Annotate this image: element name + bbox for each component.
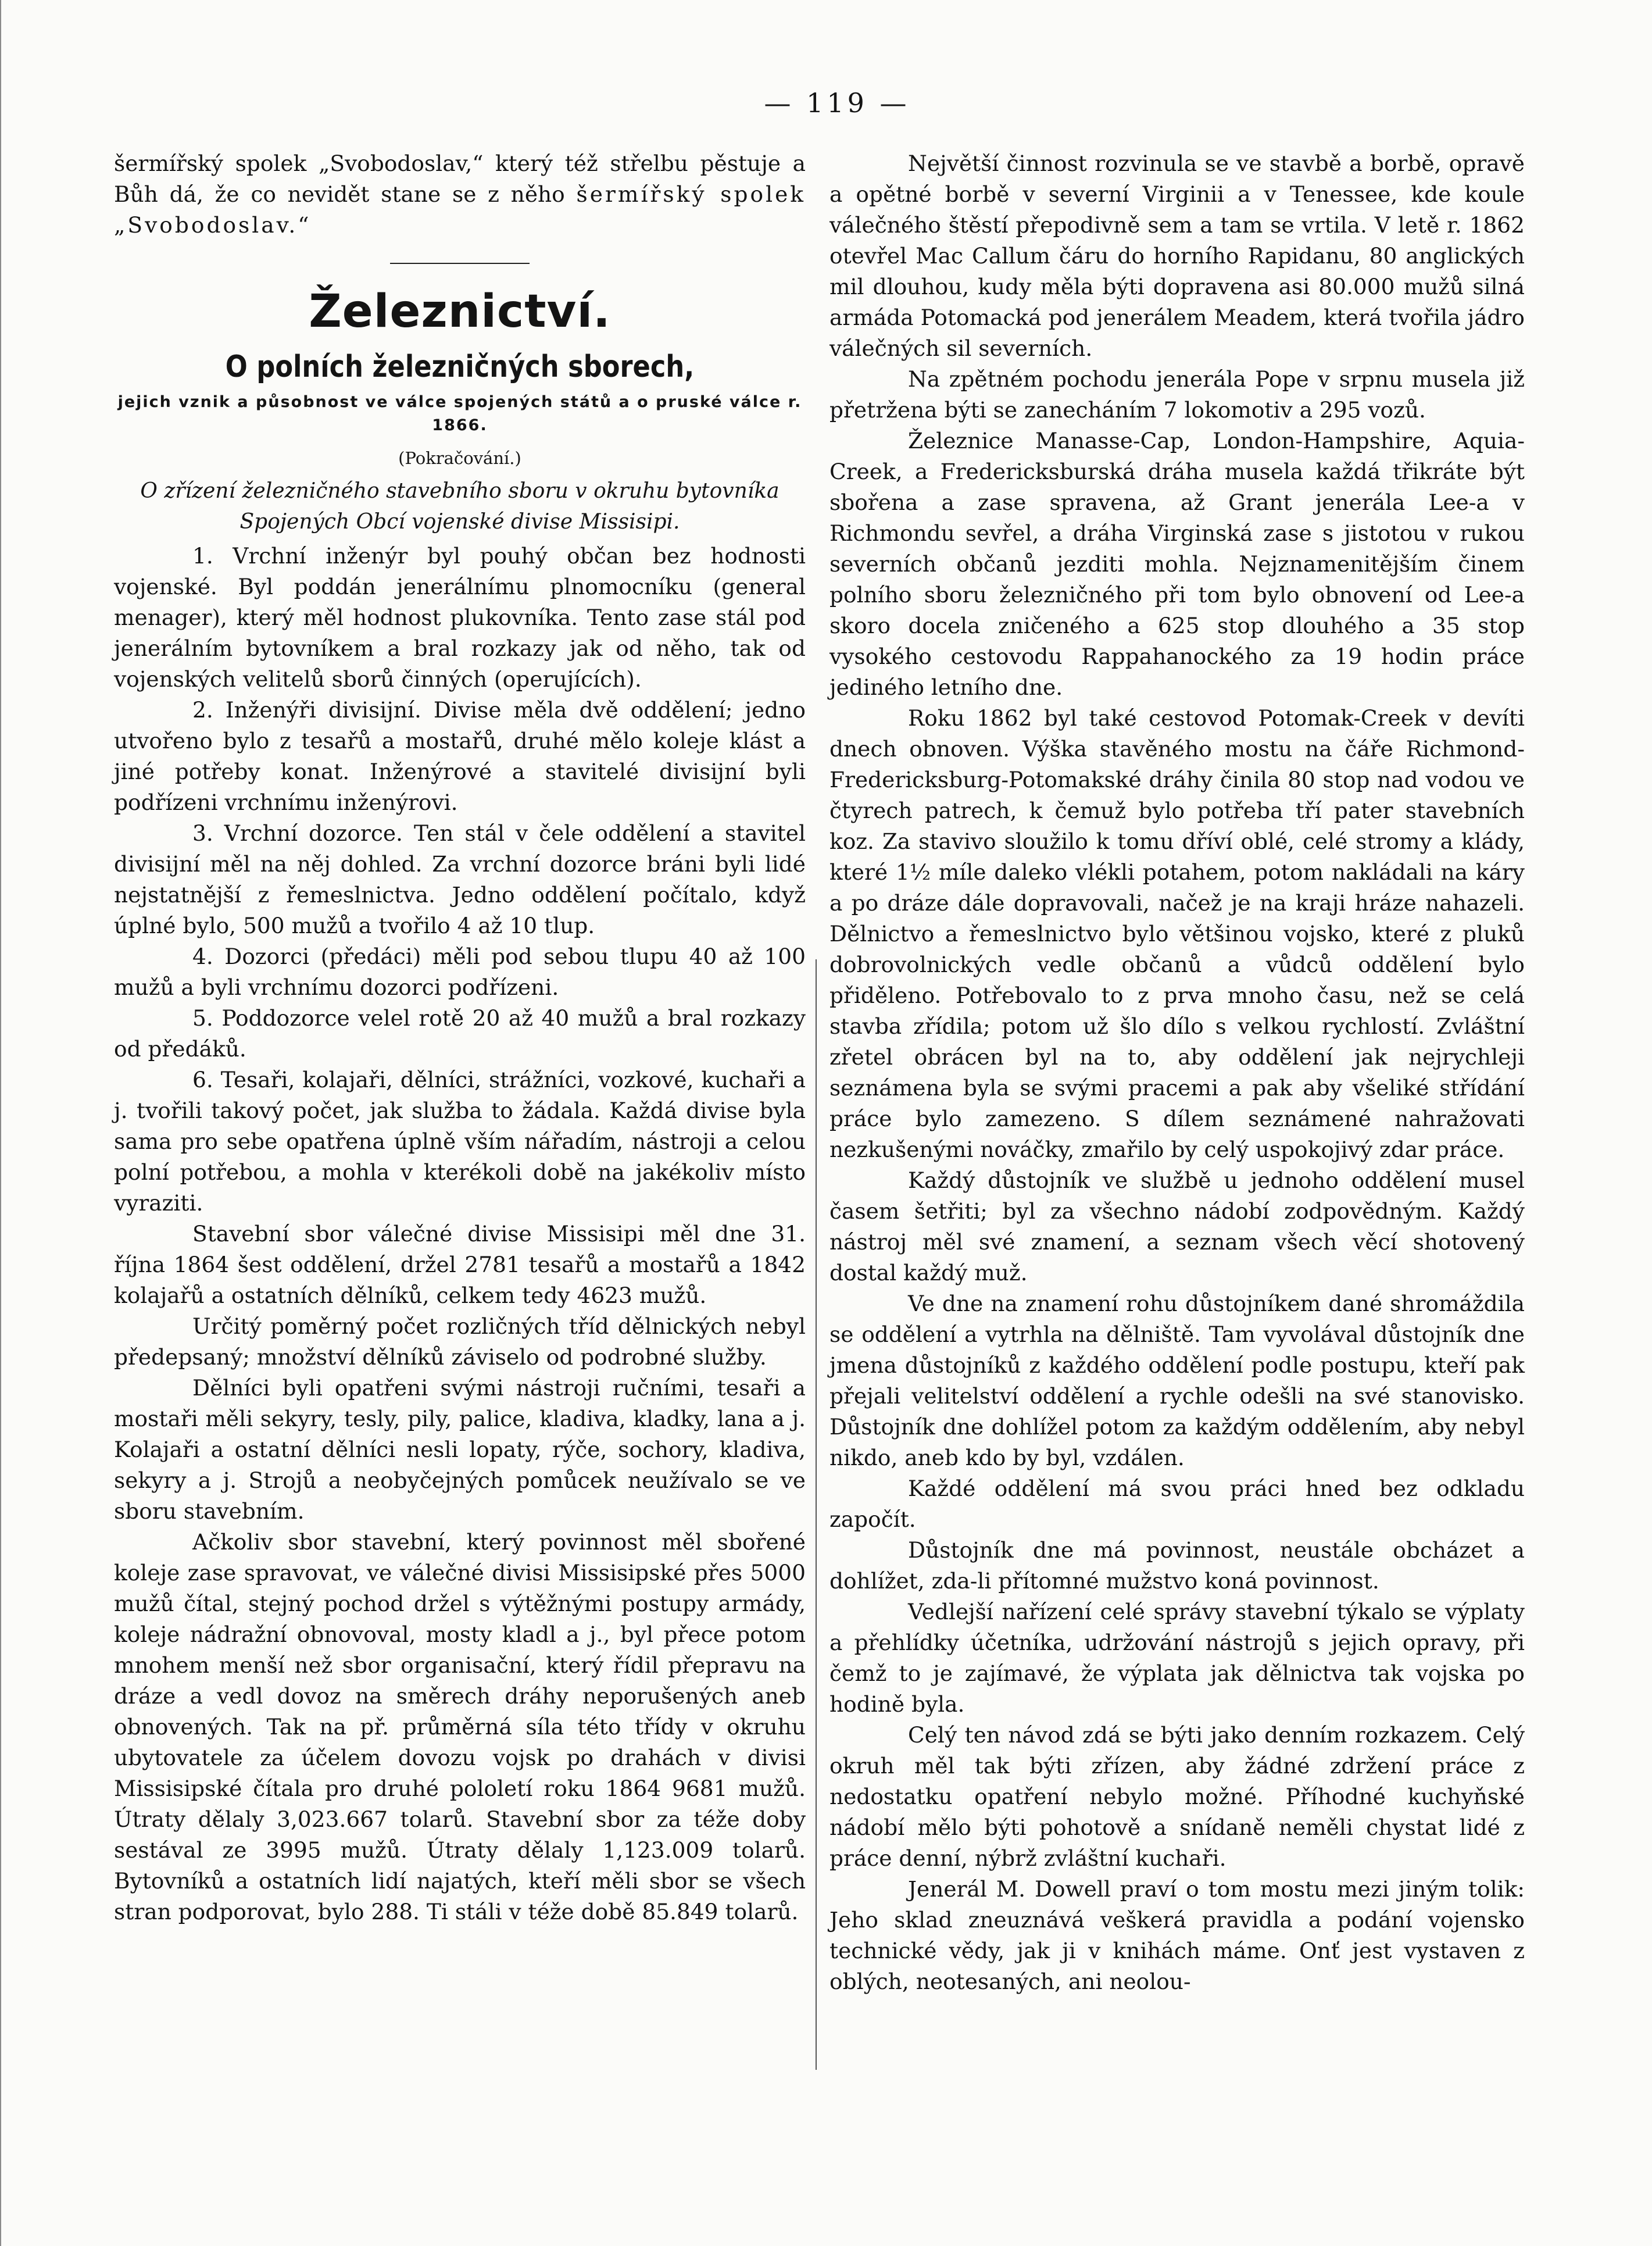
section-divider bbox=[390, 263, 530, 264]
paragraph: 5. Poddozorce velel rotě 20 až 40 mužů a bral rozkazy od předáků. bbox=[114, 1005, 806, 1062]
paragraph: Dělníci byli opatřeni svými nástroji ručními, tesaři a mostaři měli sekyry, tesly, pily, palice, kladiva, kladky, lana a j. Kolajaři a ostatní dělníci nesli lopaty, rýče, sochory, kladiva, sekyry a j. Strojů a neobyčejných pomůcek neužívalo se ve sboru stavebním. bbox=[114, 1375, 806, 1524]
paragraph: Jenerál M. Dowell praví o tom mostu mezi jiným tolik: Jeho sklad zneuznává veškerá pravidla a podání vojensko technické vědy, jak ji v knihách máme. Onť jest vystaven z oblých, neotesaných, ani neolou- bbox=[829, 1876, 1525, 1994]
paragraph: Každý důstojník ve službě u jednoho oddělení musel časem šetřiti; byl za všechno nádobí zodpovědným. Každý nástroj měl své znamení, a seznam všech věcí shotovený dostal každý muž. bbox=[829, 1167, 1525, 1286]
continuation-note: (Pokračování.) bbox=[398, 448, 521, 468]
intro-spaced-text: šermířský spolek „Svobodoslav.“ bbox=[114, 181, 806, 238]
paragraph: Určitý poměrný počet rozličných tříd dělnických nebyl předepsaný; množství dělníků záviselo od podrobné služby. bbox=[114, 1313, 806, 1370]
section-title: Železnictví. bbox=[309, 285, 611, 338]
paragraph: Roku 1862 byl také cestovod Potomak-Creek v devíti dnech obnoven. Výška stavěného mostu na čáře Richmond-Fredericksburg-Potomakské dráhy činila 80 stop nad vodou ve čtyrech patrech, k čemuž bylo potřeba tří pater stavebních koz. Za stavivo sloužilo k tomu dříví oblé, celé stromy a klády, které 1½ míle daleko vlékli potahem, potom nakládali na káry a po dráze dále dopravovali, načež je na kraji hráze nahazeli. Dělnictvo a řemeslnictvo bylo většinou vojsko, které z pluků dobrovolnických vedle občanů a vůdců oddělení bylo přiděleno. Potřebovalo to z prva mnoho času, než se celá stavba zřídila; potom už šlo dílo s velkou rychlostí. Zvláštní zřetel obrácen byl na to, aby oddělení jak nejrychleji seznámena byla se svými pracemi a pak aby všeliké střídání práce bylo zamezeno. S dílem seznámené nahražovati nezkušenými nováčky, zmařilo by celý uspokojivý zdar práce. bbox=[829, 705, 1525, 1162]
article-title: O polních železničných sborech, bbox=[225, 349, 695, 384]
page-edge bbox=[0, 0, 1, 2246]
paragraph: Železnice Manasse-Cap, London-Hampshire, Aquia-Creek, a Fredericksburská dráha musela každá třikráte být sbořena a zase spravena, až Grant jenerála Lee-a v Richmondu sevřel, a dráha Virginská zase s jistotou v rukou severních občanů jezditi mohla. Nejznamenitějším činem polního sboru železničného při tom bylo obnovení od Lee-a skoro docela zničeného a 625 stop dlouhého a 35 stop vysokého cestovodu Rappahanockého za 19 hodin práce jediného letního dne. bbox=[829, 428, 1525, 700]
paragraph: Ačkoliv sbor stavební, který povinnost měl sbořené koleje zase spravovat, ve válečné divisi Missisipské přes 5000 mužů čítal, stejný pochod držel s výtěžnými postupy armády, koleje nádražní obnovoval, mosty kladl a j., byl přece potom mnohem menší než sbor organisační, který řídil přepravu na dráze a vedl dovoz na směrech dráhy neporušených aneb obnovených. Tak na př. průměrná síla této třídy v okruhu ubytovatele za účelem dovozu vojsk po drahách v divisi Missisipské čítala pro druhé pololetí roku 1864 9681 mužů. Útraty dělaly 3,023.667 tolarů. Stavební sbor za téže doby sestával ze 3995 mužů. Útraty dělaly 1,123.009 tolarů. Bytovníků a ostatních lidí najatých, kteří měli sbor se všech stran podporovat, bylo 288. Ti stáli v téže době 85.849 tolarů. bbox=[114, 1529, 806, 1924]
paragraph: Důstojník dne má povinnost, neustále obcházet a dohlížet, zda-li přítomné mužstvo koná povinnost. bbox=[829, 1537, 1525, 1594]
column-rule bbox=[816, 959, 817, 2070]
paragraph: 1. Vrchní inženýr byl pouhý občan bez hodnosti vojenské. Byl poddán jenerálnímu plnomocníku (general menager), který měl hodnost plukovníka. Tento zase stál pod jenerálním bytovníkem a bral rozkazy jak od něho, tak od vojenských velitelů sborů činných (operujících). bbox=[114, 543, 806, 692]
paragraph: 2. Inženýři divisijní. Divise měla dvě oddělení; jedno utvořeno bylo z tesařů a mostařů, druhé mělo koleje klást a jiné potřeby konat. Inženýrové a stavitelé divisijní byli podřízeni vrchnímu inženýrovi. bbox=[114, 697, 806, 815]
article-tagline: jejich vznik a působnost ve válce spojených států a o pruské válce r. 1866. bbox=[117, 393, 802, 434]
paragraph: Na zpětném pochodu jenerála Pope v srpnu musela již přetržena býti se zanecháním 7 lokomotiv a 295 vozů. bbox=[829, 366, 1525, 423]
paragraph: Každé oddělení má svou práci hned bez odkladu započít. bbox=[829, 1476, 1525, 1532]
paragraph: 3. Vrchní dozorce. Ten stál v čele oddělení a stavitel divisijní měl na něj dohled. Za vrchní dozorce bráni byli lidé nejstatnější z řemeslnictva. Jedno oddělení počítalo, když úplné bylo, 500 mužů a tvořilo 4 až 10 tlup. bbox=[114, 820, 806, 938]
paragraph: Ve dne na znamení rohu důstojníkem dané shromáždila se oddělení a vytrhla na dělniště. Tam vyvolával důstojník dne jmena důstojníků z každého oddělení podle postupu, kteří pak přejali velitelství oddělení a rychle odešli na své stanovisko. Důstojník dne dohlížel potom za každým oddělením, aby nebyl nikdo, aneb kdo by byl, vzdálen. bbox=[829, 1291, 1525, 1470]
left-column bbox=[114, 148, 806, 1927]
paragraph: Stavební sbor válečné divise Missisipi měl dne 31. října 1864 šest oddělení, držel 2781 tesařů a mostařů a 1842 kolajařů a ostatních dělníků, celkem tedy 4623 mužů. bbox=[114, 1221, 806, 1308]
italic-subheading: O zřízení železničného stavebního sboru v okruhu bytovníka Spojených Obcí vojenské divise Missisipi. bbox=[140, 479, 779, 534]
right-column bbox=[829, 148, 1525, 1997]
intro-text: šermířský spolek „Svobodoslav,“ který též střelbu pěstuje a Bůh dá, že co nevidět stane se z něho bbox=[114, 151, 806, 207]
page-number: — 119 — bbox=[764, 87, 910, 119]
paragraph: Celý ten návod zdá se býti jako denním rozkazem. Celý okruh měl tak býti zřízen, aby žádné zdržení práce z nedostatku opatření nebylo možné. Příhodné kuchyňské nádobí mělo býti pohotově a snídaně neměli chystat lidé z práce denní, nýbrž zvláštní kuchaři. bbox=[829, 1722, 1525, 1871]
paragraph: 6. Tesaři, kolajaři, dělníci, strážníci, vozkové, kuchaři a j. tvořili takový počet, jak služba to žádala. Každá divise byla sama pro sebe opatřena úplně vším nářadím, nástroji a celou polní potřebou, a mohla v kterékoli době na jakékoliv místo vyraziti. bbox=[114, 1067, 806, 1216]
paragraph: 4. Dozorci (předáci) měli pod sebou tlupu 40 až 100 mužů a byli vrchnímu dozorci podřízeni. bbox=[114, 944, 806, 1000]
paragraph: Největší činnost rozvinula se ve stavbě a borbě, opravě a opětné borbě v severní Virginii a v Tenessee, kde koule válečného štěstí přepodivně sem a tam se vrtila. V letě r. 1862 otevřel Mac Callum čáru do horního Rapidanu, 80 anglických mil dlouhou, kudy měla býti dopravena asi 80.000 mužů silná armáda Potomacká pod jenerálem Meadem, která tvořila jádro válečných sil severních. bbox=[829, 151, 1525, 361]
intro-paragraph bbox=[114, 148, 806, 241]
paragraph: Vedlejší nařízení celé správy stavební týkalo se výplaty a přehlídky účetníka, udržování nástrojů s jejich opravy, při čemž to je zajímavé, že výplata jak dělnictva tak vojska po hodině byla. bbox=[829, 1599, 1525, 1717]
